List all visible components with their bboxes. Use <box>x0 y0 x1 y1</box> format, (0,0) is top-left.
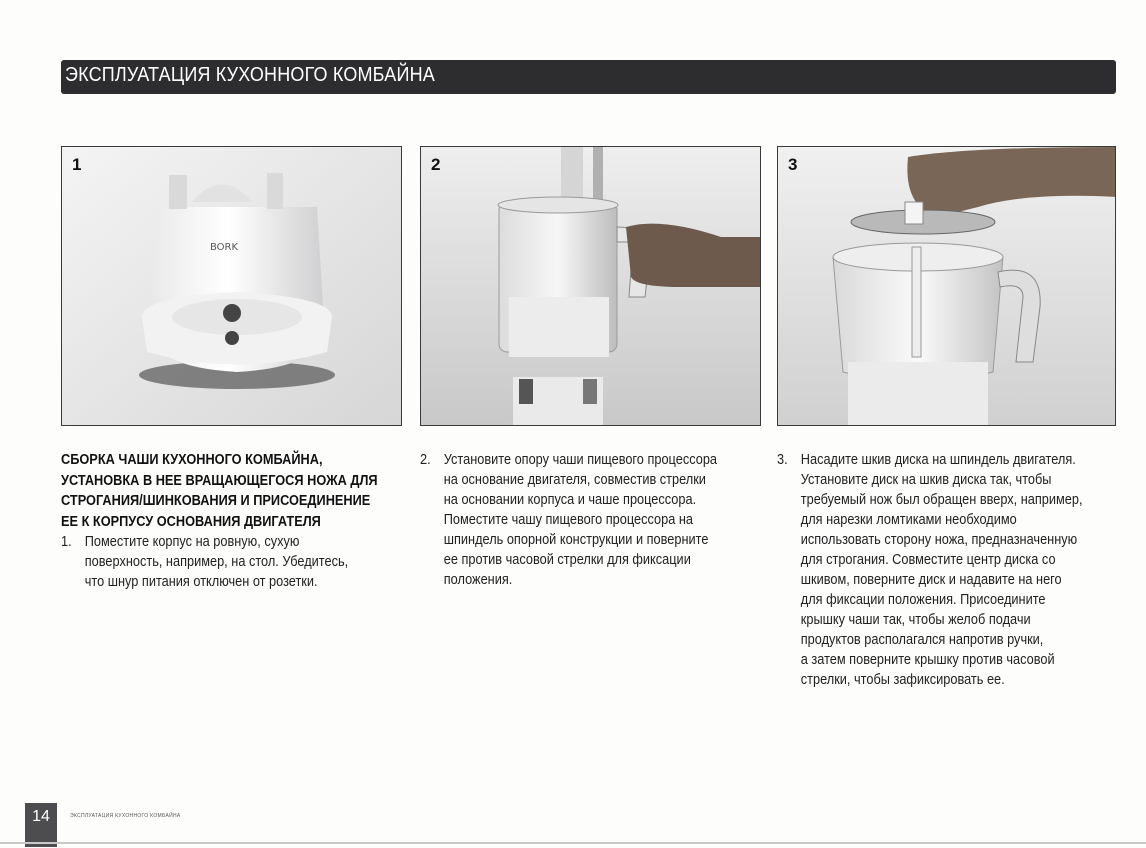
text-line: для строгания. Совместите центр диска со <box>800 552 1056 568</box>
text-line: Поместите корпус на ровную, сухую <box>84 534 300 550</box>
text-line: стрелки, чтобы зафиксировать ее. <box>800 672 1005 688</box>
step-3-item <box>777 450 1083 690</box>
text-line: шпиндель опорной конструкции и поверните <box>443 532 709 548</box>
step-2-item <box>420 450 717 590</box>
photo-step-3 <box>777 146 1116 426</box>
text-line: шкивом, поверните диск и надавите на него <box>800 572 1062 588</box>
text-line: использовать сторону ножа, предназначенную <box>800 532 1078 548</box>
page-number: 14 <box>25 803 57 847</box>
heading-line: СТРОГАНИЯ/ШИНКОВАНИЯ И ПРИСОЕДИНЕНИЕ <box>61 493 371 509</box>
text-line: Насадите шкив диска на шпиндель двигателя. <box>800 452 1076 468</box>
text-line: поверхность, например, на стол. Убедитесь, <box>84 554 349 570</box>
bowl-assembly-illustration <box>421 147 761 426</box>
text-line: для нарезки ломтиками необходимо <box>800 512 1017 528</box>
bottom-rule <box>0 842 1146 844</box>
step-number: 3. <box>777 452 788 468</box>
photo-number: 3 <box>788 155 798 174</box>
photo-step-1 <box>61 146 402 426</box>
text-line: а затем поверните крышку против часовой <box>800 652 1055 668</box>
section-header-bar <box>61 60 1116 94</box>
text-line: требуемый нож был обращен вверх, например, <box>800 492 1083 508</box>
text-line: что шнур питания отключен от розетки. <box>84 574 318 590</box>
text-line: на основание двигателя, совместив стрелки <box>443 472 706 488</box>
photo-number: 2 <box>431 155 441 174</box>
step-number: 2. <box>420 452 431 468</box>
motor-base-illustration <box>62 147 402 426</box>
disk-installation-illustration <box>778 147 1116 426</box>
step-1-item <box>61 532 378 592</box>
text-line: на основании корпуса и чаше процессора. <box>443 492 697 508</box>
photo-step-2 <box>420 146 761 426</box>
text-line: Установите диск на шкив диска так, чтобы <box>800 472 1052 488</box>
section-heading <box>61 450 378 532</box>
heading-line: УСТАНОВКА В НЕЕ ВРАЩАЮЩЕГОСЯ НОЖА ДЛЯ <box>61 472 378 489</box>
text-line: Установите опору чаши пищевого процессора <box>443 452 718 468</box>
heading-line: СБОРКА ЧАШИ КУХОННОГО КОМБАЙНА, <box>61 452 323 468</box>
text-line: продуктов располагался напротив ручки, <box>800 632 1044 648</box>
text-line: положения. <box>443 572 513 588</box>
step-2-text <box>420 450 717 590</box>
heading-line: ЕЕ К КОРПУСУ ОСНОВАНИЯ ДВИГАТЕЛЯ <box>61 513 321 530</box>
text-line: крышку чаши так, чтобы желоб подачи <box>800 612 1031 628</box>
brand-logo: BORK <box>210 242 239 253</box>
section-title: ЭКСПЛУАТАЦИЯ КУХОННОГО КОМБАЙНА <box>65 64 435 86</box>
text-line: Поместите чашу пищевого процессора на <box>443 512 693 528</box>
text-line: для фиксации положения. Присоедините <box>800 592 1046 608</box>
text-line: ее против часовой стрелки для фиксации <box>443 552 691 568</box>
step-3-text <box>777 450 1083 690</box>
footer-section-label: ЭКСПЛУАТАЦИЯ КУХОННОГО КОМБАЙНА <box>70 813 181 819</box>
step-1-text <box>61 450 378 592</box>
step-number: 1. <box>61 534 72 550</box>
photo-number: 1 <box>72 155 82 174</box>
